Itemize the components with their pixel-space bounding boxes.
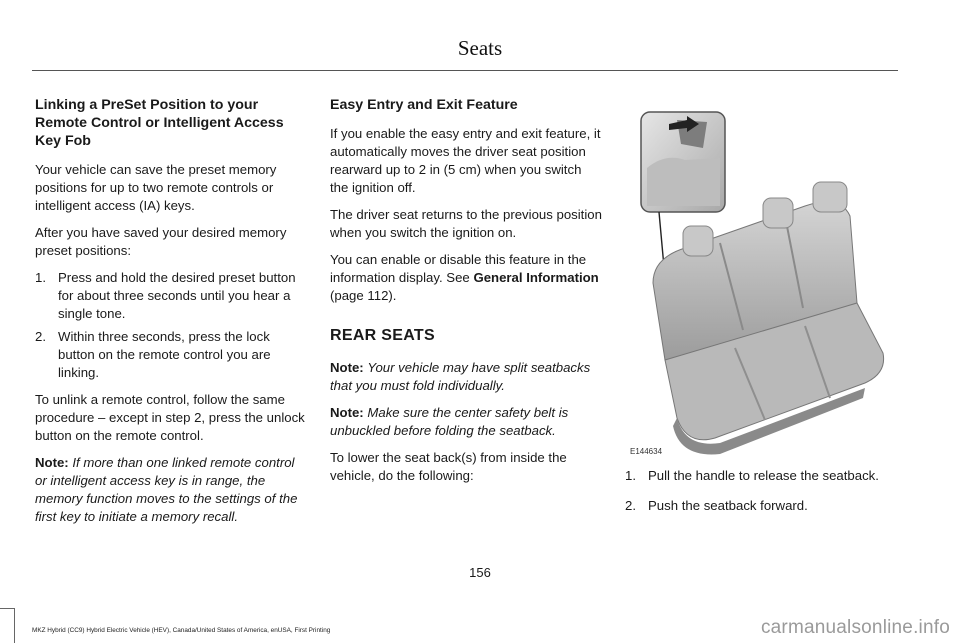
header-divider: [32, 70, 898, 71]
page-header-title: Seats: [457, 36, 503, 60]
column-left: [35, 96, 307, 535]
note-label: Note:: [330, 360, 364, 375]
paragraph: After you have saved your desired memory preset positions:: [35, 225, 287, 258]
paragraph-with-reference: [330, 251, 602, 305]
headrest: [813, 182, 847, 212]
note: [35, 454, 307, 526]
note-label: Note:: [35, 455, 69, 470]
paragraph: To unlink a remote control, follow the same procedure – except in step 2, press the unlock button on the remote control.: [35, 392, 305, 443]
note-text: Your vehicle may have split seatbacks that you must fold individually.: [330, 360, 591, 393]
crop-mark: [14, 608, 15, 643]
page-number: 156: [469, 565, 491, 580]
rear-seat-illustration: [625, 98, 895, 460]
list-item-text: Press and hold the desired preset button for about three seconds until you hear a single tone.: [58, 270, 296, 321]
list-item: [625, 497, 897, 515]
page-reference: (page 112).: [330, 288, 397, 303]
headrest: [683, 226, 713, 256]
note-label: Note:: [330, 405, 364, 420]
section-heading-easy-entry: Easy Entry and Exit Feature: [330, 97, 518, 113]
rear-seat-drawing: [625, 98, 895, 460]
headrest: [763, 198, 793, 228]
steps-list-linking: [35, 269, 307, 382]
column-middle: [330, 96, 602, 494]
steps-list: [625, 467, 897, 515]
cross-reference-link[interactable]: General Information: [473, 270, 599, 285]
note-text: If more than one linked remote control or intelligent access key is in range, the memory function moves to the settings of the first key to initiate a memory recall.: [35, 455, 298, 524]
list-item-number: 2.: [625, 498, 636, 513]
figure-code: E144634: [630, 447, 663, 456]
steps-list-rear-seats: [625, 467, 897, 527]
list-item-number: 2.: [35, 329, 46, 344]
note-text: Make sure the center safety belt is unbuckled before folding the seatback.: [330, 405, 569, 438]
list-item: [625, 467, 897, 485]
crop-mark: [0, 608, 14, 609]
list-item-text: Within three seconds, press the lock button on the remote control you are linking.: [58, 329, 271, 380]
paragraph: To lower the seat back(s) from inside the vehicle, do the following:: [330, 450, 567, 483]
list-item: [35, 328, 307, 382]
list-item-text: Push the seatback forward.: [648, 498, 808, 513]
inset-seat-shoulder: [647, 158, 720, 206]
paragraph: If you enable the easy entry and exit feature, it automatically moves the driver seat position rearward up to 2 in (5 cm) when you switch the ignition off.: [330, 126, 601, 195]
note: [330, 359, 602, 395]
list-item: [35, 269, 307, 323]
note: [330, 404, 602, 440]
paragraph-text: You can enable or disable this feature in the information display. See: [330, 252, 587, 285]
footer-publication-info: MKZ Hybrid (CC9) Hybrid Electric Vehicle (HEV), Canada/United States of America, enUSA, First Printing: [32, 627, 331, 634]
list-item-text: Pull the handle to release the seatback.: [648, 468, 879, 483]
list-item-number: 1.: [35, 270, 46, 285]
paragraph: Your vehicle can save the preset memory positions for up to two remote controls or intelligent access (IA) keys.: [35, 162, 277, 213]
paragraph: The driver seat returns to the previous position when you switch the ignition on.: [330, 207, 602, 240]
section-heading-rear-seats: REAR SEATS: [330, 327, 435, 344]
section-heading-linking-preset: Linking a PreSet Position to your Remote Control or Intelligent Access Key Fob: [35, 97, 284, 149]
watermark: carmanualsonline.info: [760, 617, 950, 638]
list-item-number: 1.: [625, 468, 636, 483]
